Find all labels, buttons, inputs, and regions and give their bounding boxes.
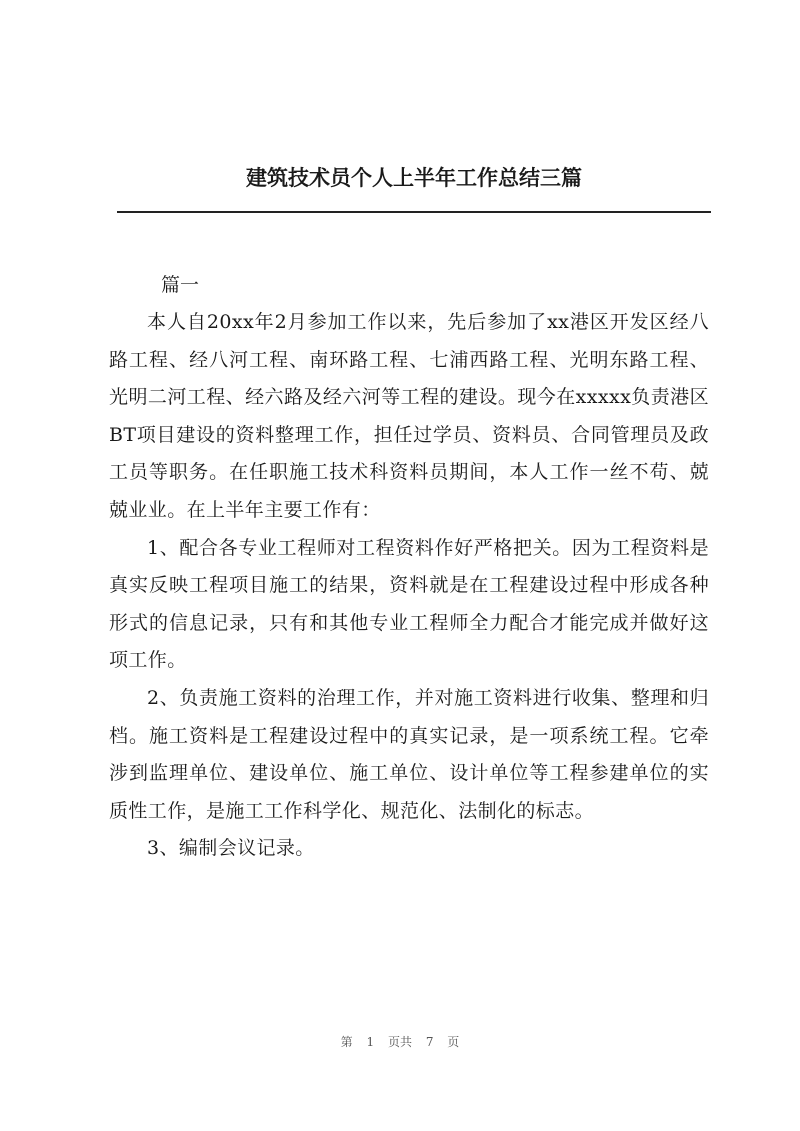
title-divider xyxy=(117,211,711,213)
paragraph-item-2: 2、负责施工资料的治理工作，并对施工资料进行收集、整理和归档。施工资料是工程建设过程中的真实记录，是一项系统工程。它牵涉到监理单位、建设单位、施工单位、设计单位等工程参建单位的实质性工作，是施工工作科学化、规范化、法制化的标志。 xyxy=(109,686,709,822)
section-heading: 篇一 xyxy=(161,274,200,296)
document-title: 建筑技术员个人上半年工作总结三篇 xyxy=(246,166,582,190)
document-body xyxy=(109,266,709,868)
paragraph-item-3: 3、编制会议记录。 xyxy=(147,837,315,860)
footer-total-pages: 7 xyxy=(425,1035,434,1049)
footer-prefix: 第 xyxy=(340,1035,353,1049)
footer-middle: 页共 xyxy=(387,1035,412,1049)
paragraph-item-1: 1、配合各专业工程师对工程资料作好严格把关。因为工程资料是真实反映工程项目施工的结果，资料就是在工程建设过程中形成各种形式的信息记录，只有和其他专业工程师全力配合才能完成并做好这项工作。 xyxy=(109,536,709,672)
footer-page-number: 1 xyxy=(366,1035,375,1049)
footer-suffix: 页 xyxy=(447,1035,460,1049)
paragraph-intro: 本人自20xx年2月参加工作以来，先后参加了xx港区开发区经八路工程、经八河工程、南环路工程、七浦西路工程、光明东路工程、光明二河工程、经六路及经六河等工程的建设。现今在xxxxx负责港区BT项目建设的资料整理工作，担任过学员、资料员、合同管理员及政工员等职务。在任职施工技术科资料员期间，本人工作一丝不苟、兢兢业业。在上半年主要工作有： xyxy=(109,311,709,521)
page-footer xyxy=(0,1033,800,1050)
